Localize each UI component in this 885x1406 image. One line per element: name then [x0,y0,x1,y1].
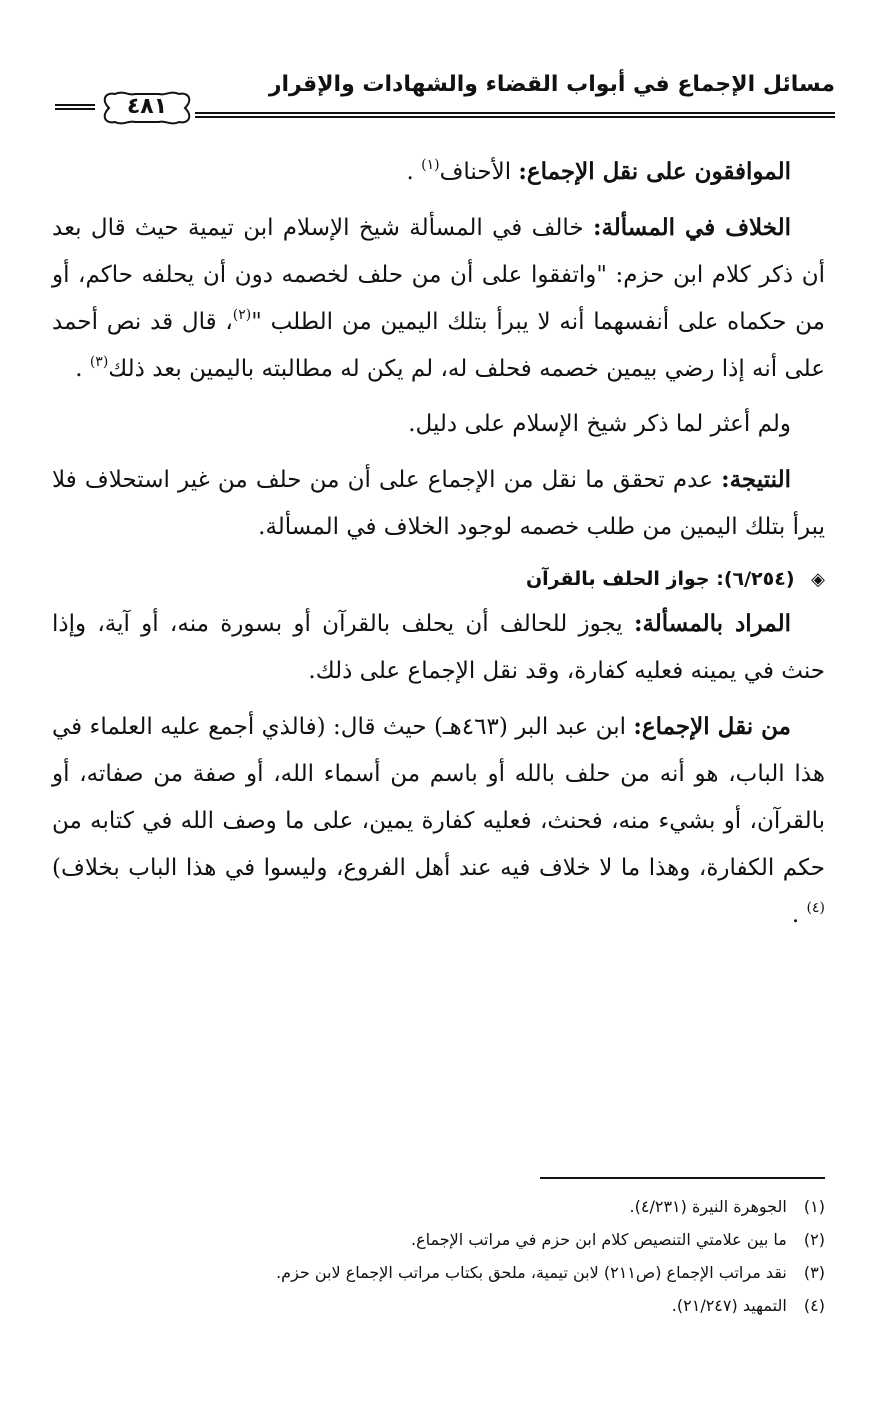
paragraph-end: . [406,159,414,185]
paragraph-transmitters [52,703,825,939]
footnote-ref[interactable]: (٢) [232,307,252,323]
paragraph-text: ابن عبد البر (٤٦٣هـ) حيث قال: (فالذي أجمع عليه العلماء في هذا الباب، هو أنه من حلف بالله أو باسم من أسماء الله، أو صفة من صفاته، أو بالقرآن، أو بشيء منه، فحنث، فعليه كفارة يمين، على ما وصف الله في كتابه من حكم الكفارة، وهذا ما لا خلاف فيه عند أهل الفروع، وليسوا في هذا الباب بخلاف) [52,714,825,881]
paragraph-label: المراد بالمسألة: [633,610,792,637]
section-heading [52,561,825,598]
footnote-number: (٣) [803,1263,825,1282]
footnote-text: نقد مراتب الإجماع (ص٢١١) لابن تيمية، ملحق بكتاب مراتب الإجماع لابن حزم. [276,1263,787,1282]
main-text [52,148,825,939]
footnote-ref[interactable]: (٤) [806,900,825,916]
footnote-item [52,1256,825,1289]
footnote-text: ما بين علامتي التنصيص كلام ابن حزم في مراتب الإجماع. [411,1230,787,1249]
paragraph-label: الموافقون على نقل الإجماع: [518,158,791,185]
paragraph-label: الخلاف في المسألة: [592,214,792,241]
footnote-item [52,1190,825,1223]
diamond-bullet-icon: ◈ [811,569,825,590]
paragraph-text: الأحناف [439,159,512,185]
paragraph-label: من نقل الإجماع: [633,713,792,740]
section-title: جواز الحلف بالقرآن [525,568,710,590]
footnote-ref[interactable]: (٣) [89,354,109,370]
footnote-text: التمهيد (٢١/٢٤٧). [671,1296,787,1315]
header-rule-left [55,104,95,110]
paragraph-meaning [52,600,825,695]
paragraph-text: خالف في المسألة شيخ الإسلام ابن تيمية حيث قال بعد أن ذكر كلام ابن حزم: "واتفقوا على أن من حلف لخصمه دون أن يحلفه حاكم، أو من حكماه على أنفسهما أنه لا يبرأ بتلك اليمين من الطلب " [52,215,825,335]
footnote-number: (٤) [803,1296,825,1315]
footnote-item [52,1223,825,1256]
footnote-divider [540,1177,825,1179]
paragraph-disagreement [52,204,825,393]
page-number: ٤٨١ [126,94,168,119]
paragraph-no-evidence [52,401,825,448]
section-number: (٦/٢٥٤): [716,568,795,590]
footnote-ref[interactable]: (١) [421,157,440,173]
paragraph-end: . [75,356,83,382]
footnotes [52,1190,825,1322]
paragraph-end: . [791,902,800,928]
footnote-text: الجوهرة النيرة (٤/٢٣١). [629,1197,787,1216]
paragraph-text: يجوز للحالف أن يحلف بالقرآن أو بسورة منه، أو آية، وإذا حنث في يمينه فعليه كفارة، وقد نقل الإجماع على ذلك. [52,611,825,684]
footnote-number: (٢) [803,1230,825,1249]
paragraph-text: ولم أعثر لما ذكر شيخ الإسلام على دليل. [408,411,791,437]
running-title: مسائل الإجماع في أبواب القضاء والشهادات والإقرار [268,72,835,97]
paragraph-result [52,456,825,551]
paragraph-text: عدم تحقق ما نقل من الإجماع على أن من حلف من غير استحلاف فلا يبرأ بتلك اليمين من طلب خصمه لوجود الخلاف في المسألة. [52,467,825,540]
paragraph-agreeing [52,148,825,196]
header-rule [195,112,835,118]
page-number-ornament [95,88,199,128]
paragraph-label: النتيجة: [721,466,791,493]
footnote-number: (١) [803,1197,825,1216]
page-header [55,72,835,128]
footnote-item [52,1289,825,1322]
paragraph-text: ، قال قد نص أحمد على أنه إذا رضي بيمين خصمه فحلف له، لم يكن له مطالبته باليمين بعد ذلك [52,309,825,382]
